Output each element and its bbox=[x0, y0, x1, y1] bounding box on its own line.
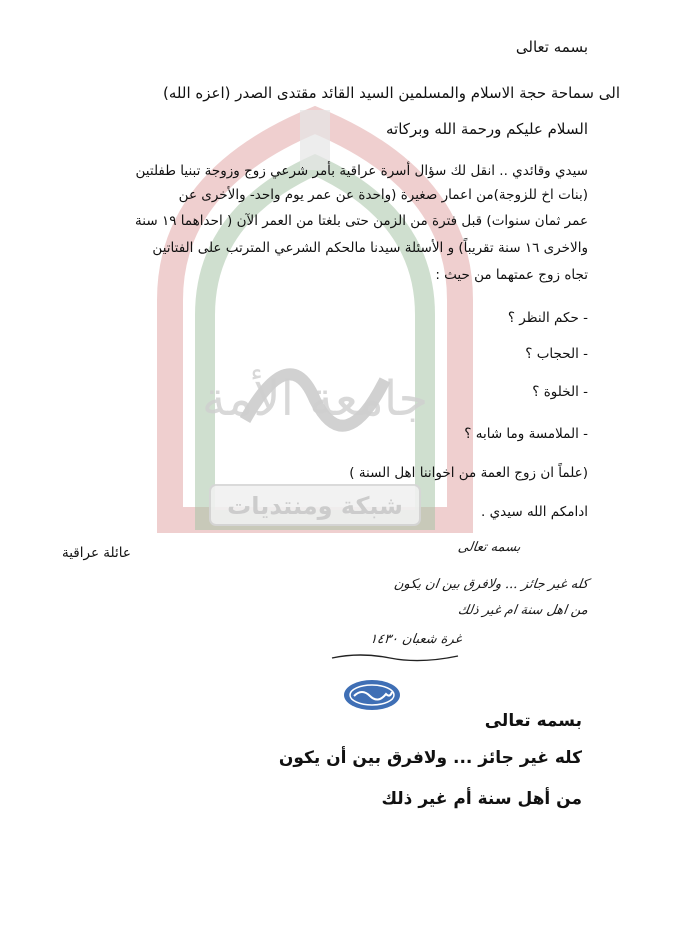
letter-body-line: سيدي وقائدي .. انقل لك سؤال أسرة عراقية بأمر شرعي زوج وزوجة تبنيا طفلتين bbox=[135, 163, 588, 179]
watermark-title: جامعة الأمة bbox=[201, 371, 429, 427]
letter-body-line: تجاه زوج عمتهما من حيث : bbox=[435, 267, 588, 283]
letter-body-line: (بنات اخ للزوجة)من اعمار صغيرة (واحدة عن عمر يوم واحد- والأخرى عن bbox=[178, 187, 588, 203]
letter-body-line: عمر ثمان سنوات) قبل فترة من الزمن حتى بلغتا من العمر الآن ( احداهما ١٩ سنة bbox=[135, 213, 588, 229]
handwritten-opening: بسمه تعالى bbox=[456, 540, 522, 555]
letter-opening: بسمه تعالى bbox=[515, 38, 588, 56]
handwritten-underline bbox=[330, 650, 462, 664]
letter-closing: ادامكم الله سيدي . bbox=[481, 504, 588, 520]
reply-opening: بسمه تعالى bbox=[484, 711, 582, 731]
letter-signature: عائلة عراقية bbox=[62, 545, 131, 561]
letter-addressee: الى سماحة حجة الاسلام والمسلمين السيد القائد مقتدى الصدر (اعزه الله) bbox=[163, 84, 620, 102]
letter-body-line: والاخرى ١٦ سنة تقريباً) و الأسئلة سيدنا مالحكم الشرعي المترتب على الفتاتين bbox=[152, 240, 588, 256]
handwritten-date: غرة شعبان ١٤٣٠ bbox=[369, 632, 464, 647]
question-item: - حكم النظر ؟ bbox=[507, 310, 588, 326]
reply-line: كله غير جائز ... ولافرق بين أن يكون bbox=[278, 748, 582, 768]
question-item: - الخلوة ؟ bbox=[532, 384, 588, 400]
letter-note: (علماً ان زوج العمة من اخواننا اهل السنة ) bbox=[349, 465, 588, 481]
handwritten-line: كله غير جائز ... ولافرق بين ان يكون bbox=[392, 577, 590, 592]
watermark-dome-pillar bbox=[300, 110, 330, 170]
reply-line: من أهل سنة أم غير ذلك bbox=[381, 789, 582, 809]
letter-greeting: السلام عليكم ورحمة الله وبركاته bbox=[386, 120, 588, 138]
handwritten-line: من اهل سنة ام غير ذلك bbox=[457, 603, 590, 618]
question-item: - الملامسة وما شابه ؟ bbox=[464, 426, 588, 442]
question-item: - الحجاب ؟ bbox=[525, 346, 588, 362]
seal-stamp bbox=[342, 678, 402, 712]
watermark-subtitle: شبكة ومنتديات bbox=[227, 492, 403, 520]
